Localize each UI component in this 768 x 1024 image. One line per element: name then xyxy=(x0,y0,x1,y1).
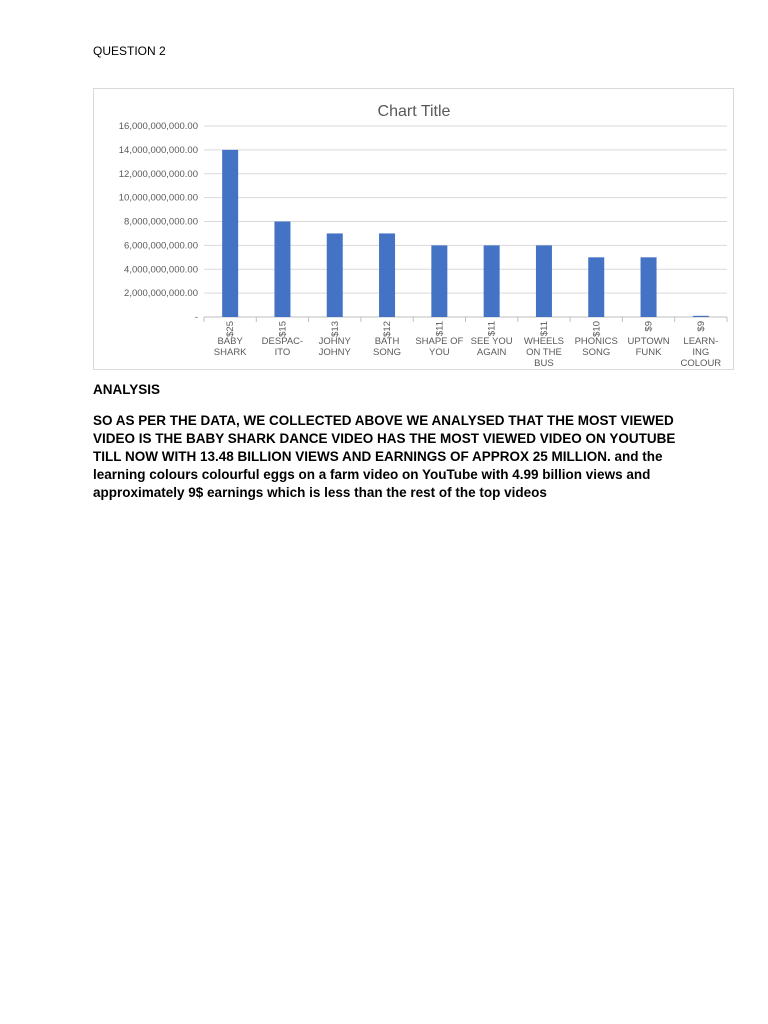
y-tick-label: 2,000,000,000.00 xyxy=(124,288,198,300)
x-earnings-label: $12 xyxy=(382,321,394,337)
x-category-label: SEE YOU AGAIN xyxy=(470,336,513,358)
y-tick-label: 14,000,000,000.00 xyxy=(118,144,198,156)
x-earnings-label: $13 xyxy=(329,321,341,337)
bar xyxy=(431,245,447,317)
x-earnings-label: $11 xyxy=(486,321,498,337)
x-category-label: BATH SONG xyxy=(373,336,402,358)
bar xyxy=(274,222,290,318)
question-label: QUESTION 2 xyxy=(93,44,166,58)
bar xyxy=(641,257,657,317)
x-earnings-label: $11 xyxy=(538,321,550,337)
bar xyxy=(379,233,395,317)
x-category-label: LEARN-ING COLOUR xyxy=(680,336,722,369)
x-axis-labels xyxy=(214,321,722,369)
x-category-label: UPTOWN FUNK xyxy=(627,336,670,358)
bars xyxy=(222,150,709,317)
y-tick-label: 8,000,000,000.00 xyxy=(124,216,198,228)
y-axis-ticks xyxy=(119,121,198,323)
x-category-label: BABY SHARK xyxy=(213,336,247,358)
y-tick-label: 6,000,000,000.00 xyxy=(124,240,198,252)
x-earnings-label: $15 xyxy=(277,321,289,337)
x-category-label: PHONICS SONG xyxy=(574,336,618,358)
bar xyxy=(536,245,552,317)
bar xyxy=(693,316,709,317)
x-category-label: JOHNY JOHNY xyxy=(318,336,351,358)
y-tick-label: - xyxy=(194,312,198,323)
x-category-label: DESPAC-ITO xyxy=(261,336,304,358)
y-tick-label: 16,000,000,000.00 xyxy=(118,121,198,132)
y-tick-label: 12,000,000,000.00 xyxy=(118,168,198,180)
analysis-heading: ANALYSIS xyxy=(93,382,161,397)
x-category-label: SHAPE OF YOU xyxy=(415,336,464,358)
x-earnings-label: $11 xyxy=(434,321,446,337)
bar xyxy=(588,257,604,317)
chart-frame xyxy=(93,88,734,370)
bar xyxy=(327,233,343,317)
bar xyxy=(222,150,238,317)
analysis-text: SO AS PER THE DATA, WE COLLECTED ABOVE WE ANALYSED THAT THE MOST VIEWED VIDEO IS THE BABY SHARK DANCE VIDEO HAS THE MOST VIEWED VIDEO ON YOUTUBE TILL NOW WITH 13.48 BILLION VIEWS AND EARNINGS OF APPROX 25 MILLION. and the learning colours colourful eggs on a farm video on YouTube with 4.99 billion views and approximately 9$ earnings which is less than the rest of the top videos xyxy=(93,413,676,500)
x-earnings-label: $10 xyxy=(591,321,603,337)
x-earnings-label: $9 xyxy=(643,321,655,332)
x-earnings-label: $9 xyxy=(695,321,707,332)
bar xyxy=(484,245,500,317)
x-earnings-label: $25 xyxy=(225,321,237,337)
chart-title: Chart Title xyxy=(377,103,451,120)
y-tick-label: 10,000,000,000.00 xyxy=(118,192,198,204)
y-tick-label: 4,000,000,000.00 xyxy=(124,264,198,276)
bar-chart xyxy=(94,89,735,371)
x-category-label: WHEELS ON THE BUS xyxy=(523,336,565,369)
